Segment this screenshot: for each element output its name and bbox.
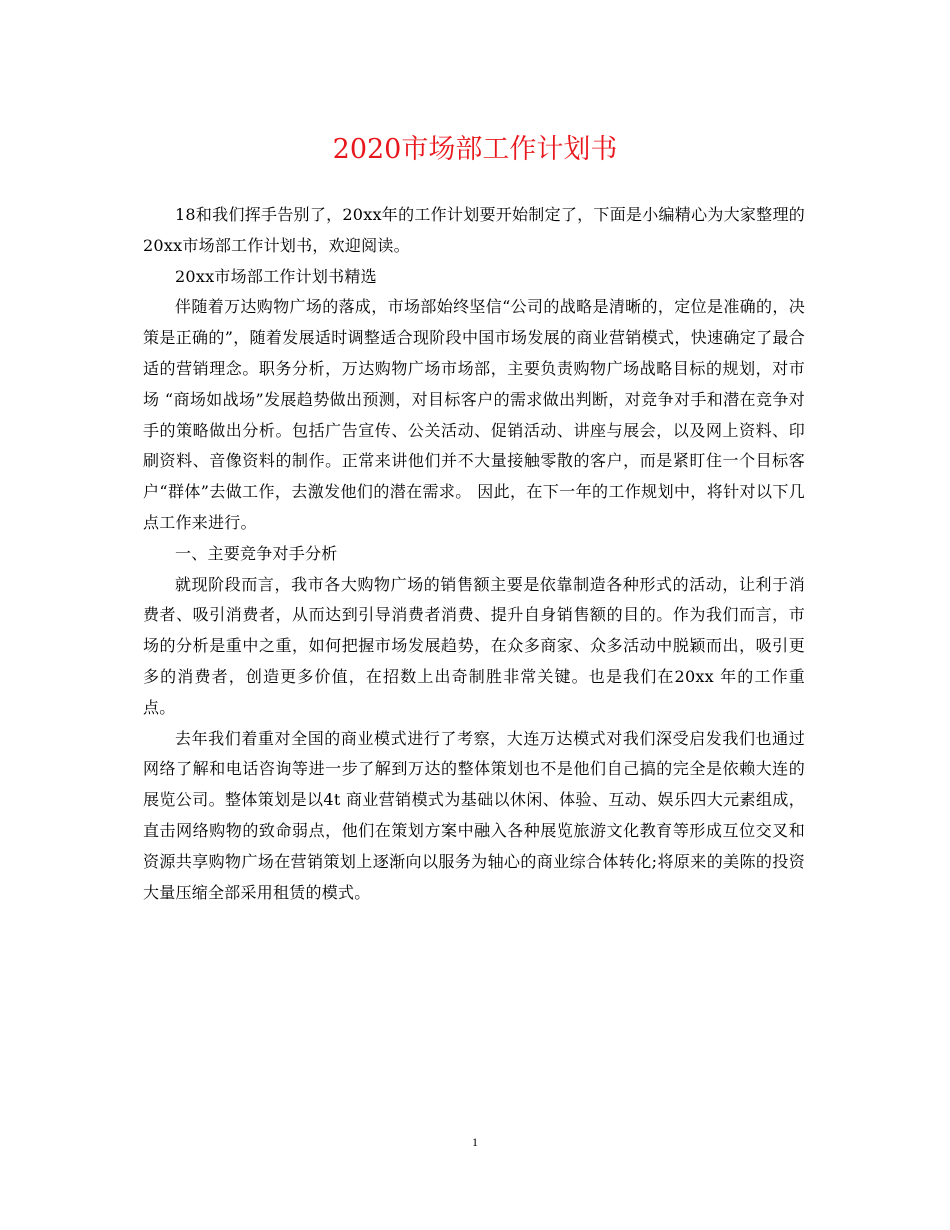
- paragraph-last-year: 去年我们着重对全国的商业模式进行了考察，大连万达模式对我们深受启发我们也通过网络了解和电话咨询等进一步了解到万达的整体策划也不是他们自己搞的完全是依赖大连的展览公司。整体策划是以4t 商业营销模式为基础以休闲、体验、互动、娱乐四大元素组成，直击网络购物的致命弱点，他们在策划方案中融入各种展览旅游文化教育等形成互位交叉和资源共享购物广场在营销策划上逐渐向以服务为轴心的商业综合体转化;将原来的美陈的投资大量压缩全部采用租赁的模式。: [143, 728, 805, 902]
- page-number: 1: [472, 1135, 478, 1149]
- paragraph-current-stage: 就现阶段而言，我市各大购物广场的销售额主要是依靠制造各种形式的活动，让利于消费者、吸引消费者，从而达到引导消费者消费、提升自身销售额的目的。作为我们而言，市场的分析是重中之重，如何把握市场发展趋势，在众多商家、众多活动中脱颖而出，吸引更多的消费者，创造更多价值，在招数上出奇制胜非常关键。也是我们在20xx 年的工作重点。: [143, 574, 805, 717]
- paragraph-intro: 18和我们挥手告别了，20xx年的工作计划要开始制定了，下面是小编精心为大家整理的20xx市场部工作计划书，欢迎阅读。: [143, 205, 805, 255]
- paragraph-background: 伴随着万达购物广场的落成，市场部始终坚信“公司的战略是清晰的，定位是准确的，决策是正确的”，随着发展适时调整适合现阶段中国市场发展的商业营销模式，快速确定了最合适的营销理念。职务分析，万达购物广场市场部，主要负责购物广场战略目标的规划，对市场 “商场如战场”发展趋势做出预测，对目标客户的需求做出判断，对竞争对手和潜在竞争对手的策略做出分析。包括广告宣传、公关活动、促销活动、讲座与展会，以及网上资料、印刷资料、音像资料的制作。正常来讲他们并不大量接触零散的客户，而是紧盯住一个目标客户“群体”去做工作，去激发他们的潜在需求。 因此，在下一年的工作规划中，将针对以下几点工作来进行。: [143, 297, 805, 532]
- paragraph-subtitle: 20xx市场部工作计划书精选: [175, 266, 377, 286]
- document-body: [143, 200, 805, 908]
- section-heading-competitor-analysis: 一、主要竞争对手分析: [175, 543, 338, 563]
- document-title: 2020市场部工作计划书: [332, 134, 618, 165]
